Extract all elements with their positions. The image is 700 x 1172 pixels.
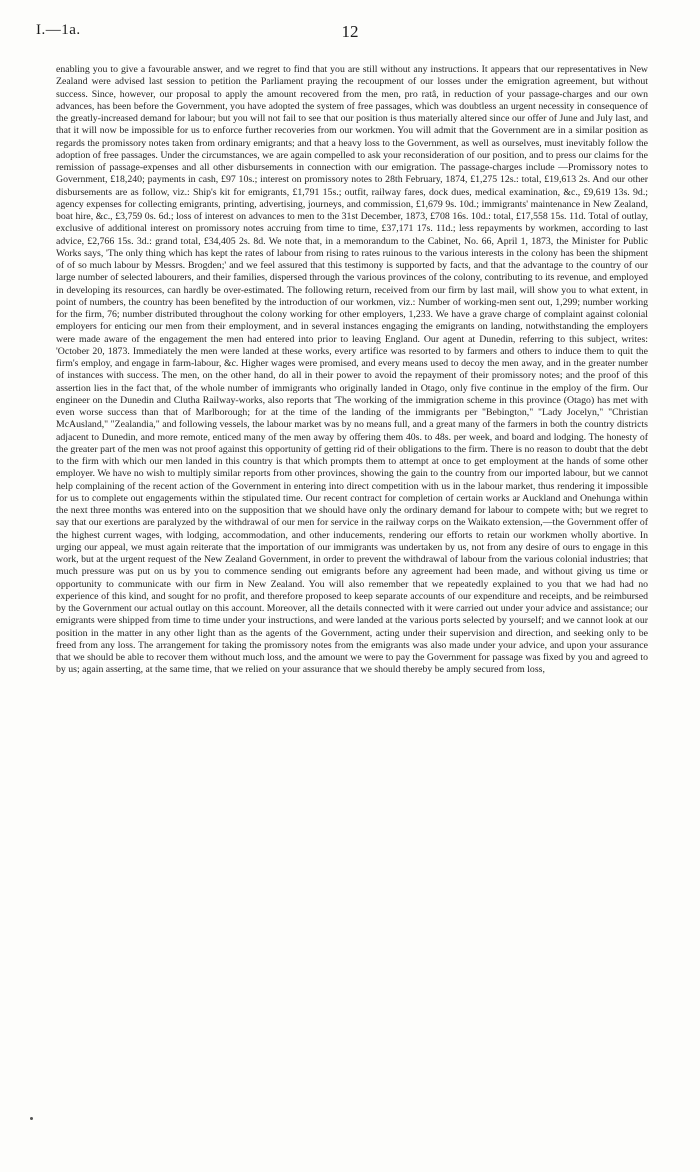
body-text xyxy=(56,64,648,677)
body-paragraph: enabling you to give a favourable answer, and we regret to find that you are still without any instructions. It appears that our representatives in New Zealand were advised last session to petition the Parliament praying the recoupment of our losses under the emigration agreement, but without success. Since, however, our proposal to apply the amount recovered from the men, pro ratâ, in reduction of your passage-charges and our own advances, has been before the Government, you have adopted the system of free passages, which was doubtless an urgent necessity in consequence of the greatly-increased demand for labour; but you will not fail to see that our position is thus materially altered since our offer of June and July last, and that it will now be impossible for us to enforce further recoveries from our workmen. You will admit that the Government are in a similar position as regards the promissory notes taken from ordinary emigrants; and that a heavy loss to the Government, as well as ourselves, must inevitably follow the adoption of free passages. Under the circumstances, we are again compelled to ask your reconsideration of our position, and to press our claims for the remission of passage-expenses and all other disbursements in connection with our emigration. The passage-charges include —Promissory notes to Government, £18,240; payments in cash, £97 10s.; interest on promissory notes to 28th February, 1874, £1,275 12s.: total, £19,613 2s. And our other disbursements are as follow, viz.: Ship's kit for emigrants, £1,791 15s.; outfit, railway fares, dock dues, medical examination, &c., £9,619 13s. 9d.; agency expenses for collecting emigrants, printing, advertising, journeys, and commission, £1,679 9s. 10d.; immigrants' maintenance in New Zealand, boat hire, &c., £3,759 0s. 6d.; loss of interest on advances to men to the 31st December, 1873, £708 16s. 10d.: total, £17,558 15s. 11d. Total of outlay, exclusive of additional interest on promissory notes accruing from time to time, £37,171 17s. 11d.; less repayments by workmen, according to last advice, £2,766 15s. 3d.: grand total, £34,405 2s. 8d. We note that, in a memorandum to the Cabinet, No. 66, April 1, 1873, the Minister for Public Works says, 'The only thing which has kept the rates of labour from rising to rates ruinous to the various interests in the colony has been the shipment of of so much labour by Messrs. Brogden;' and we feel assured that this testimony is supported by facts, and that the advantage to the country of our large number of selected labourers, and their families, dispersed through the various provinces of the colony, contributing to its revenue, and employed in developing its resources, can hardly be over-estimated. The following return, received from our firm by last mail, will show you to what extent, in point of numbers, the country has been benefited by the introduction of our workmen, viz.: Number of working-men sent out, 1,299; number working for the firm, 76; number distributed throughout the colony working for other employers, 1,233. We have a grave charge of complaint against colonial employers for enticing our men from their employment, and in several instances engaging the emigrants on landing, notwithstanding the employers were made aware of the engagement the men had entered into prior to leaving England. Our agent at Dunedin, referring to this subject, writes: 'October 20, 1873. Immediately the men were landed at these works, every artifice was resorted to by farmers and others to induce them to quit the firm's employ, and engage in farm-labour, &c. Higher wages were promised, and every means used to decoy the men away, and in the greater number of instances with success. The men, on the other hand, do all in their power to avoid the repayment of their promissory notes; and the proof of this assertion lies in the fact that, of the whole number of immigrants who originally landed in Otago, only five continue in the employ of the firm. Our engineer on the Dunedin and Clutha Railway-works, also reports that 'The working of the immigration scheme in this province (Otago) has met with even worse success than that of Marlborough; for at the time of the landing of the immigrants per "Bebington," "Lady Jocelyn," "Christian McAusland," "Zealandia," and following vessels, the labour market was by no means full, and a great many of the farmers in both the country districts adjacent to Dunedin, and more remote, enticed many of the men away by offering them 40s. to 48s. per week, and board and lodging. The honesty of the greater part of the men was not proof against this opportunity of getting rid of their obligations to the firm. There is no reason to doubt that the debt to the firm with which our men landed in this country is that which prompts them to attempt at once to get employment at the hands of some other employer. We have no wish to multiply similar reports from other provinces, showing the gain to the country from our imported labour, but we cannot help complaining of the recent action of the Government in entering into direct competition with us in the labour market, thus rendering it impossible for us to complete out engagements within the stipulated time. Our recent contract for completion of certain works ar Auckland and Onehunga within the next three months was entered into on the supposition that we should have only the ordinary demand for labour to compete with; but we regret to say that our exertions are paralyzed by the withdrawal of our men for service in the railway corps on the Waikato extension,—the Government offer of the highest current wages, with lodging, accommodation, and other inducements, rendering our efforts to retain our workmen wholly abortive. In urging our appeal, we must again reiterate that the importation of our immigrants was undertaken by us, not from any desire of ours to engage in this work, but at the urgent request of the New Zealand Government, in order to prevent the withdrawal of labour from the various colonial industries; that much pressure was put on us by you to commence sending out emigrants before any agreement had been made, and without giving us time or opportunity to communicate with our firm in New Zealand. You will also remember that we repeatedly explained to you that we had had no experience of this kind, and sought for no profit, and therefore proposed to keep separate accounts of our expenditure and receipts, and be reimbursed by the Government our actual outlay on this account. Moreover, all the details connected with it were carried out under your advice and assistance; our emigrants were shipped from time to time under your instructions, and were landed at the various ports selected by yourself; and we cannot look at our position in the matter in any other light than as the agents of the Government, acting under their supervision and direction, and seeking only to be freed from any loss. The arrangement for taking the promissory notes from the emigrants was also made under your advice, and upon your assurance that we should be able to recover them without much loss, and the amount we were to pay the Government for passage was fixed by you and agreed to by us; again asserting, at the same time, that we relied on your assurance that we should thereby be amply secured from loss, xyxy=(56,64,648,676)
page-number: 12 xyxy=(341,22,359,41)
document-reference: I.—1a. xyxy=(36,22,81,38)
margin-mark xyxy=(30,1117,33,1120)
page-header xyxy=(36,22,664,42)
